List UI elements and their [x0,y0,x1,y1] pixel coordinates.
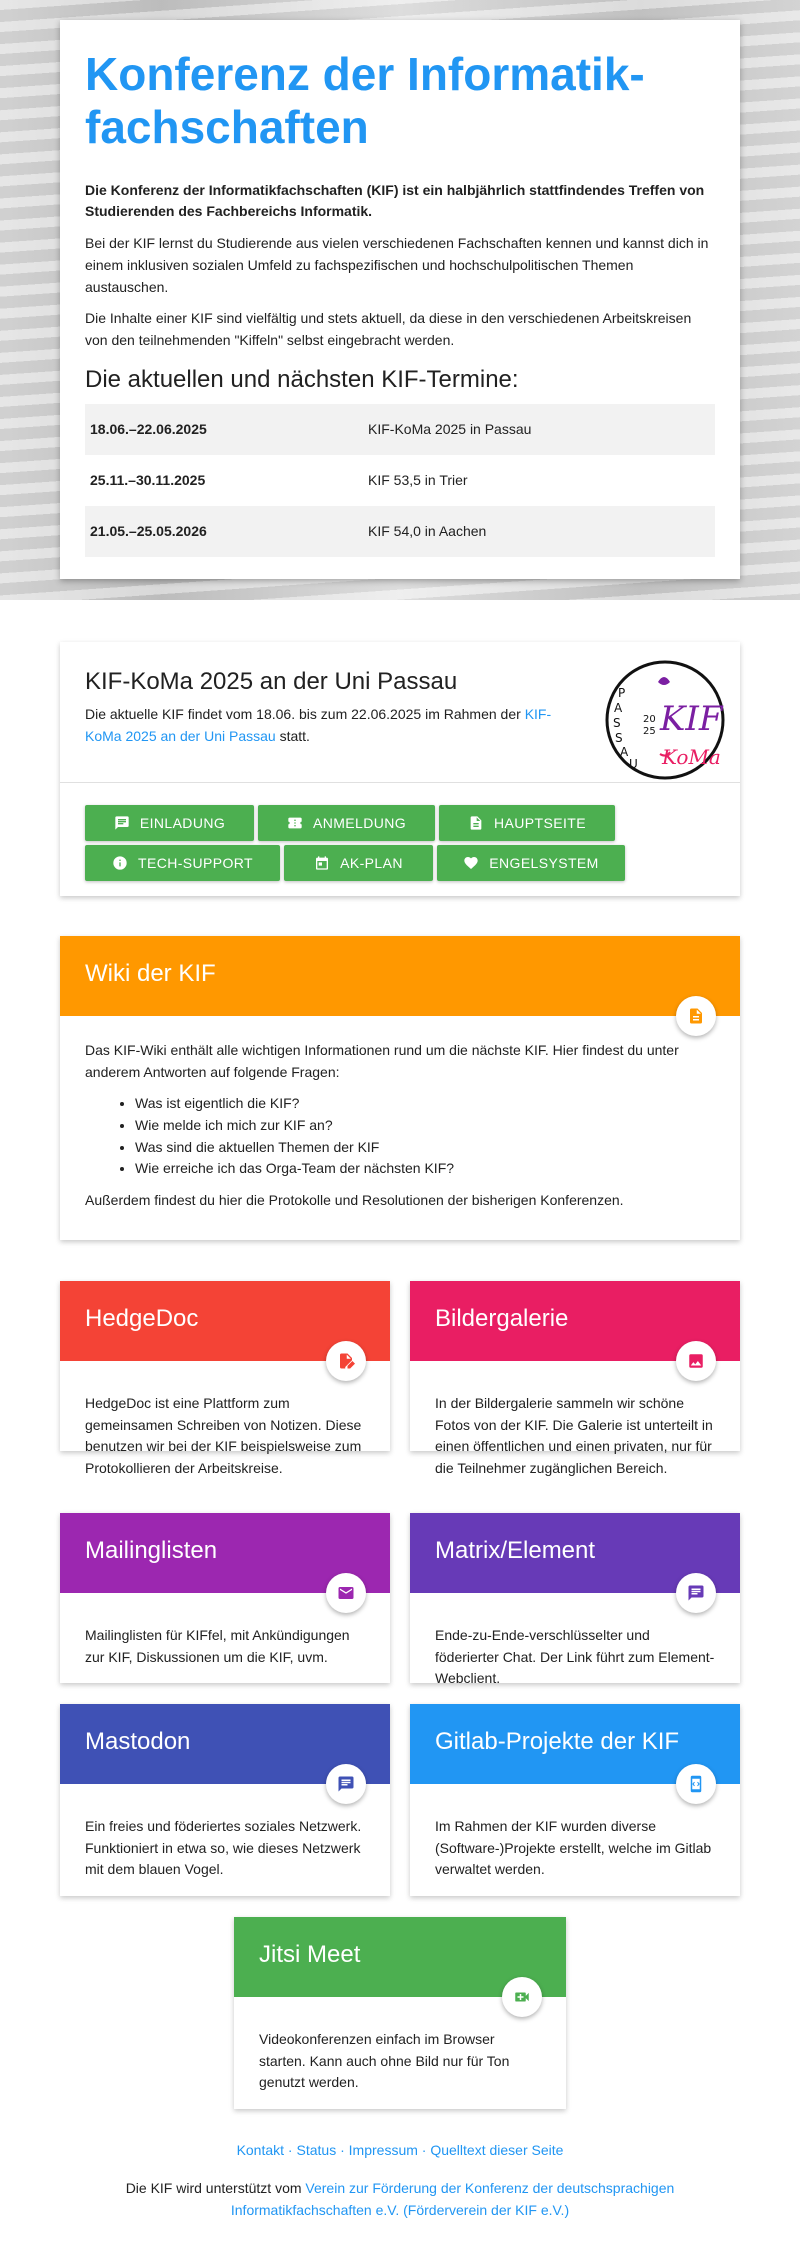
video-call-icon [513,1988,531,2006]
table-row [85,455,715,506]
list-item: • Wie erreiche ich das Orga-Team der nächsten KIF? [135,1158,715,1180]
footer-separator: · [417,2142,431,2158]
koma-link[interactable]: KIF-KoMa 2025 an der Uni Passau [85,706,552,744]
koma-text [85,704,585,747]
matrix-text: Ende-zu-Ende-verschlüsselter und föderierter Chat. Der Link führt zum Element-Webclient. [435,1627,715,1687]
mail-icon [337,1584,355,1602]
chat-icon [687,1584,705,1602]
kontakt-link[interactable]: Kontakt [236,2142,285,2158]
info-icon [112,855,128,871]
hedgedoc-text: HedgeDoc ist eine Plattform zum gemeinsamen Schreiben von Notizen. Diese benutzen wir bei der KIF beispielsweise zum Protokollieren der Arbeitskreise. [85,1395,362,1477]
hero-paragraph-1: Bei der KIF lernst du Studierende aus vielen verschiedenen Fachschaften kennen und kannst dich in einem inklusiven sozialen Umfeld zu fachspezifischen und hochschulpolitischen Themen austauschen. [85,235,709,295]
jitsi-title: Jitsi Meet [259,1941,361,1968]
foerderverein-link[interactable]: Verein zur Förderung der Konferenz der deutschsprachigen Informatikfachschaften e.V. (Förderverein der KIF e.V.) [230,2180,675,2218]
koma-text-before: Die aktuelle KIF findet vom 18.06. bis zum 22.06.2025 im Rahmen der [85,706,525,722]
logo-letter: A [620,745,629,759]
mailinglisten-card[interactable] [60,1513,390,1683]
koma-text-after: statt. [275,727,310,744]
ak-plan-button[interactable] [284,845,433,881]
tech-support-label: TECH-SUPPORT [138,854,253,871]
termine-table [85,404,715,557]
mastodon-button[interactable] [326,1764,366,1804]
logo-letter: S [615,731,623,745]
page-title: Konferenz der Informatik-fachschaften [85,48,645,153]
gitlab-button[interactable] [676,1764,716,1804]
termin-date: 21.05.–25.05.2026 [85,506,363,557]
hauptseite-label: HAUPTSEITE [494,814,586,831]
logo-year-bottom: 25 [643,726,656,737]
einladung-label: EINLADUNG [139,814,226,831]
logo-year-top: 20 [643,714,656,725]
wiki-body [85,1040,715,1218]
heart-icon [463,855,479,871]
status-link[interactable]: Status [296,2142,337,2158]
ticket-icon [287,815,303,831]
jitsi-text: Videokonferenzen einfach im Browser starten. Kann auch ohne Bild nur für Ton genutzt werden. [259,2031,510,2091]
gitlab-title: Gitlab-Projekte der KIF [435,1728,680,1755]
hedgedoc-title: HedgeDoc [85,1305,199,1332]
termin-date: 18.06.–22.06.2025 [85,404,363,455]
bildergalerie-card[interactable] [410,1281,740,1477]
mobile-code-icon [687,1775,705,1793]
termine-heading: Die aktuellen und nächsten KIF-Termine: [85,365,519,393]
wiki-title: Wiki der KIF [85,960,216,987]
koma-card [60,642,740,896]
termin-event: KIF 53,5 in Trier [368,471,468,488]
footer-separator: · [284,2142,297,2158]
document-icon [468,815,484,831]
wiki-button[interactable] [676,996,716,1036]
termin-event: KIF-KoMa 2025 in Passau [363,404,715,455]
tech-support-button[interactable] [85,845,280,881]
termin-event: KIF 54,0 in Aachen [363,506,715,557]
hedgedoc-card[interactable] [60,1281,390,1477]
hero-lead: Die Konferenz der Informatikfachschaften (KIF) ist ein halbjährlich stattfindendes Treffen von Studierenden des Fachbereichs Informatik. [85,181,705,220]
list-item: • Was ist eigentlich die KIF? [135,1093,715,1115]
image-icon [687,1352,705,1370]
chat-icon [337,1775,355,1793]
gitlab-card[interactable] [410,1704,740,1896]
hauptseite-button[interactable] [439,805,615,841]
footer-support [100,2178,700,2221]
matrix-card[interactable] [410,1513,740,1687]
mastodon-text: Ein freies und föderiertes soziales Netzwerk. Funktioniert in etwa so, wie dieses Netzwerk mit dem blauen Vogel. [85,1818,362,1878]
hedgedoc-button[interactable] [326,1341,366,1381]
support-text: Die KIF wird unterstützt vom [125,2180,306,2196]
einladung-button[interactable] [85,805,254,841]
jitsi-card[interactable] [234,1917,566,2109]
mailinglisten-text: Mailinglisten für KIFfel, mit Ankündigungen zur KIF, Diskussionen um die KIF, uvm. [85,1627,350,1665]
bildergalerie-text: In der Bildergalerie sammeln wir schöne Fotos von der KIF. Die Galerie ist unterteilt in einen öffentlichen und einen privaten, nur für die Teilnehmer zugänglichen Bereich. [435,1395,713,1477]
quelltext-link[interactable]: Quelltext dieser Seite [430,2142,564,2158]
mastodon-title: Mastodon [85,1728,191,1755]
list-item: • Wie melde ich mich zur KIF an? [135,1115,715,1137]
list-item: • Was sind die aktuellen Themen der KIF [135,1137,715,1159]
hero-card [60,20,740,579]
kif-koma-passau-logo [600,652,730,782]
termin-date: 25.11.–30.11.2025 [90,471,206,488]
ak-plan-label: AK-PLAN [340,854,403,871]
gitlab-text: Im Rahmen der KIF wurden diverse (Software-)Projekte erstellt, welche im Gitlab verwaltet werden. [435,1818,712,1878]
engelsystem-button[interactable] [437,845,625,881]
hero-paragraph-2: Die Inhalte einer KIF sind vielfältig und stets aktuell, da diese in den verschiedenen Arbeitskreisen von den teilnehmenden "Kiffeln" selbst eingebracht werden. [85,310,692,348]
footer-separator: · [336,2142,349,2158]
logo-letter: A [614,701,623,715]
hero-background [0,0,800,600]
wiki-outro: Außerdem findest du hier die Protokolle und Resolutionen der bisherigen Konferenzen. [85,1192,624,1209]
footer-links [0,2140,800,2161]
wiki-header [60,936,740,1016]
logo-kif: KIF [660,699,723,739]
anmeldung-button[interactable] [258,805,435,841]
calendar-icon [314,855,330,871]
mastodon-card[interactable] [60,1704,390,1896]
jitsi-button[interactable] [502,1977,542,2017]
bildergalerie-title: Bildergalerie [435,1305,569,1332]
wiki-questions [135,1093,715,1180]
table-row [85,404,715,455]
divider [60,782,740,783]
matrix-title: Matrix/Element [435,1537,596,1564]
matrix-button[interactable] [676,1573,716,1613]
logo-letter: S [613,716,621,730]
message-icon [114,815,130,831]
koma-title: KIF-KoMa 2025 an der Uni Passau [85,668,458,695]
mailinglisten-title: Mailinglisten [85,1537,218,1564]
mailinglisten-button[interactable] [326,1573,366,1613]
wiki-card[interactable] [60,936,740,1240]
table-row [85,506,715,557]
logo-koma: KoMa [662,745,721,769]
note-edit-icon [337,1352,355,1370]
wiki-intro: Das KIF-Wiki enthält alle wichtigen Informationen rund um die nächste KIF. Hier findest du unter anderem Antworten auf folgende Fragen: [85,1042,679,1080]
logo-letter: P [618,686,626,700]
document-icon [687,1007,705,1025]
impressum-link[interactable]: Impressum [348,2142,418,2158]
engelsystem-label: ENGELSYSTEM [489,854,599,871]
bildergalerie-button[interactable] [676,1341,716,1381]
logo-letter: U [629,757,638,771]
anmeldung-label: ANMELDUNG [312,814,407,831]
